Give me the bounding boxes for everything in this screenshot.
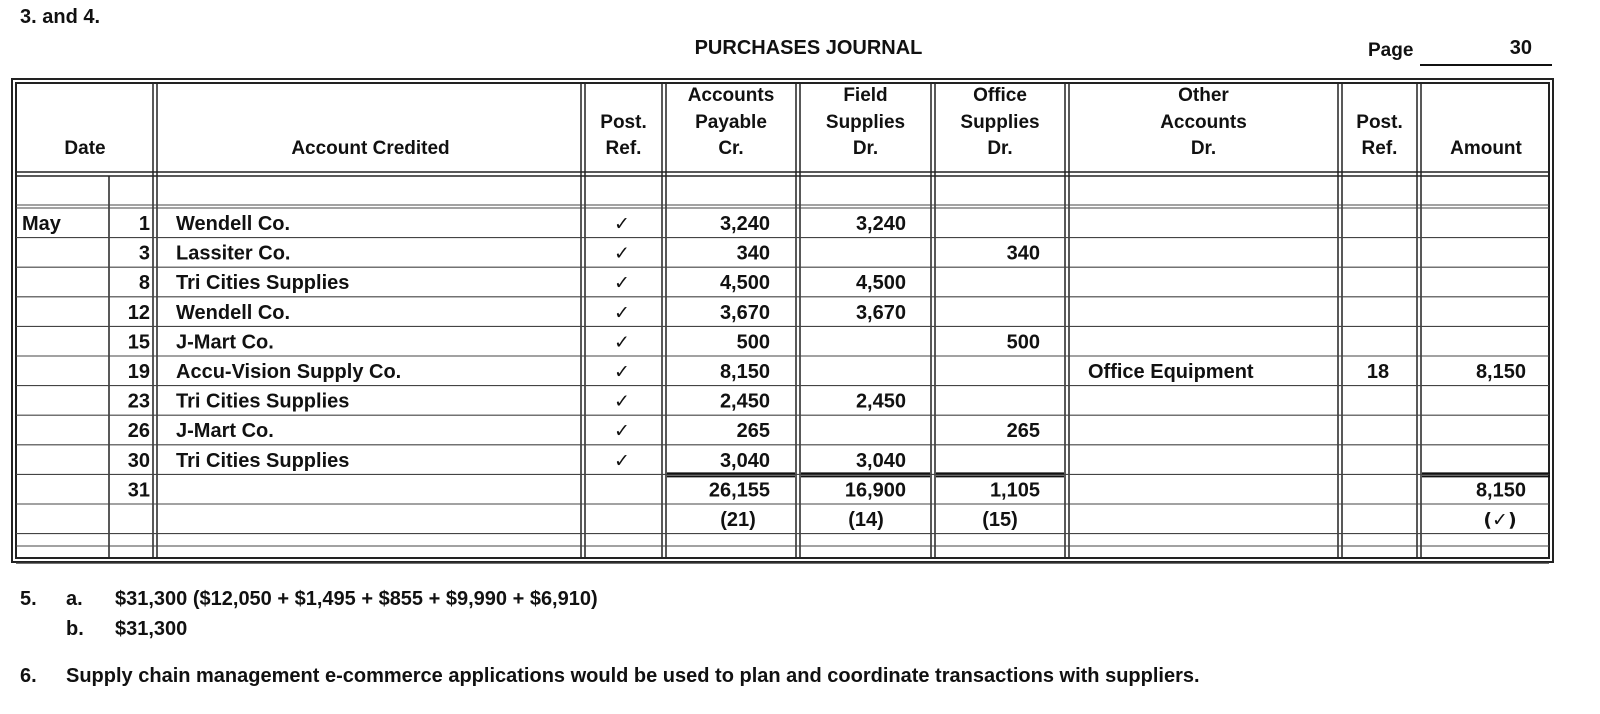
post-ref-check: ✓	[614, 390, 630, 413]
account-credited: Tri Cities Supplies	[176, 272, 350, 295]
answer-6-number: 6.	[20, 665, 37, 687]
office-supplies-dr: 500	[1006, 331, 1040, 354]
post-ref-check: ✓	[614, 361, 630, 383]
field-supplies-dr: 3,240	[855, 213, 906, 235]
field-supplies-dr: 2,450	[855, 390, 906, 413]
other-post-ref: 18	[1366, 361, 1390, 383]
account-credited: Lassiter Co.	[176, 242, 291, 265]
column-header: Cr.	[718, 138, 744, 159]
date-day: 15	[127, 331, 150, 354]
post-ref-check: ✓	[614, 242, 630, 265]
accounts-payable-cr: 3,040	[719, 449, 770, 472]
account-credited: J-Mart Co.	[176, 420, 274, 443]
answer-5a-text: $31,300 ($12,050 + $1,495 + $855 + $9,990 + $6,910)	[115, 588, 598, 610]
accounts-payable-cr: 4,500	[719, 272, 770, 295]
answer-5b-text: $31,300	[115, 618, 188, 640]
page-label: Page	[1368, 40, 1414, 61]
column-header: Post.	[1356, 112, 1403, 133]
account-credited: Wendell Co.	[176, 301, 291, 324]
column-header: Dr.	[1190, 138, 1217, 159]
column-header: Ref.	[605, 138, 642, 159]
column-header: Other	[1178, 85, 1229, 106]
column-header: Field	[843, 85, 888, 106]
date-day: 12	[127, 301, 150, 324]
field-supplies-dr: (14)	[848, 509, 884, 531]
date-day: 23	[127, 390, 150, 413]
office-supplies-dr: 265	[1006, 420, 1040, 443]
date-day: 31	[127, 479, 150, 502]
section-heading: 3. and 4.	[20, 6, 101, 28]
accounts-payable-cr: 500	[736, 331, 770, 354]
date-day: 19	[127, 361, 150, 383]
column-header: Accounts	[1160, 112, 1247, 133]
office-supplies-dr: 1,105	[989, 479, 1040, 502]
other-amount: 8,150	[1475, 361, 1526, 383]
column-header: Ref.	[1361, 138, 1398, 159]
other-amount: (✓)	[1483, 509, 1517, 531]
account-credited: J-Mart Co.	[176, 331, 274, 354]
column-header: Amount	[1450, 138, 1522, 159]
column-header: Dr.	[852, 138, 879, 159]
accounts-payable-cr: 340	[736, 242, 770, 265]
date-day: 26	[127, 420, 150, 443]
accounts-payable-cr: 3,240	[719, 213, 770, 235]
post-ref-check: ✓	[614, 420, 630, 443]
accounts-payable-cr: 3,670	[719, 301, 770, 324]
column-header: Accounts	[687, 85, 775, 106]
column-header: Account Credited	[291, 138, 450, 159]
column-header: Office	[973, 85, 1027, 106]
column-header: Date	[64, 138, 106, 159]
other-account-name: Office Equipment	[1088, 361, 1254, 383]
column-header: Supplies	[960, 112, 1040, 133]
column-header: Post.	[600, 112, 647, 133]
field-supplies-dr: 3,040	[855, 449, 906, 472]
journal-title: PURCHASES JOURNAL	[694, 37, 923, 59]
office-supplies-dr: (15)	[982, 509, 1018, 531]
post-ref-check: ✓	[614, 213, 630, 235]
column-header: Payable	[695, 112, 767, 133]
date-day: 1	[138, 213, 150, 235]
accounts-payable-cr: 2,450	[719, 390, 770, 413]
answer-5b-letter: b.	[66, 618, 84, 640]
other-amount: 8,150	[1475, 479, 1526, 502]
column-header: Dr.	[987, 138, 1013, 159]
date-month: May	[22, 213, 61, 235]
account-credited: Tri Cities Supplies	[176, 390, 350, 413]
field-supplies-dr: 3,670	[855, 301, 906, 324]
answer-5a-letter: a.	[66, 588, 83, 610]
post-ref-check: ✓	[614, 301, 630, 324]
date-day: 30	[127, 449, 150, 472]
accounts-payable-cr: 26,155	[708, 479, 770, 502]
account-credited: Tri Cities Supplies	[176, 449, 350, 472]
post-ref-check: ✓	[614, 331, 630, 354]
date-day: 8	[138, 272, 150, 295]
accounts-payable-cr: 8,150	[719, 361, 770, 383]
post-ref-check: ✓	[614, 449, 630, 472]
page-number: 30	[1509, 37, 1532, 59]
field-supplies-dr: 4,500	[855, 272, 906, 295]
accounts-payable-cr: (21)	[720, 509, 756, 531]
office-supplies-dr: 340	[1006, 242, 1040, 265]
account-credited: Accu-Vision Supply Co.	[176, 361, 402, 383]
answer-5-number: 5.	[20, 588, 37, 610]
date-day: 3	[138, 242, 150, 265]
answer-6-text: Supply chain management e-commerce applications would be used to plan and coordinate transactions with suppliers.	[66, 665, 1200, 687]
post-ref-check: ✓	[614, 272, 630, 295]
column-header: Supplies	[825, 112, 906, 133]
field-supplies-dr: 16,900	[844, 479, 906, 502]
accounts-payable-cr: 265	[736, 420, 770, 443]
account-credited: Wendell Co.	[176, 213, 291, 235]
